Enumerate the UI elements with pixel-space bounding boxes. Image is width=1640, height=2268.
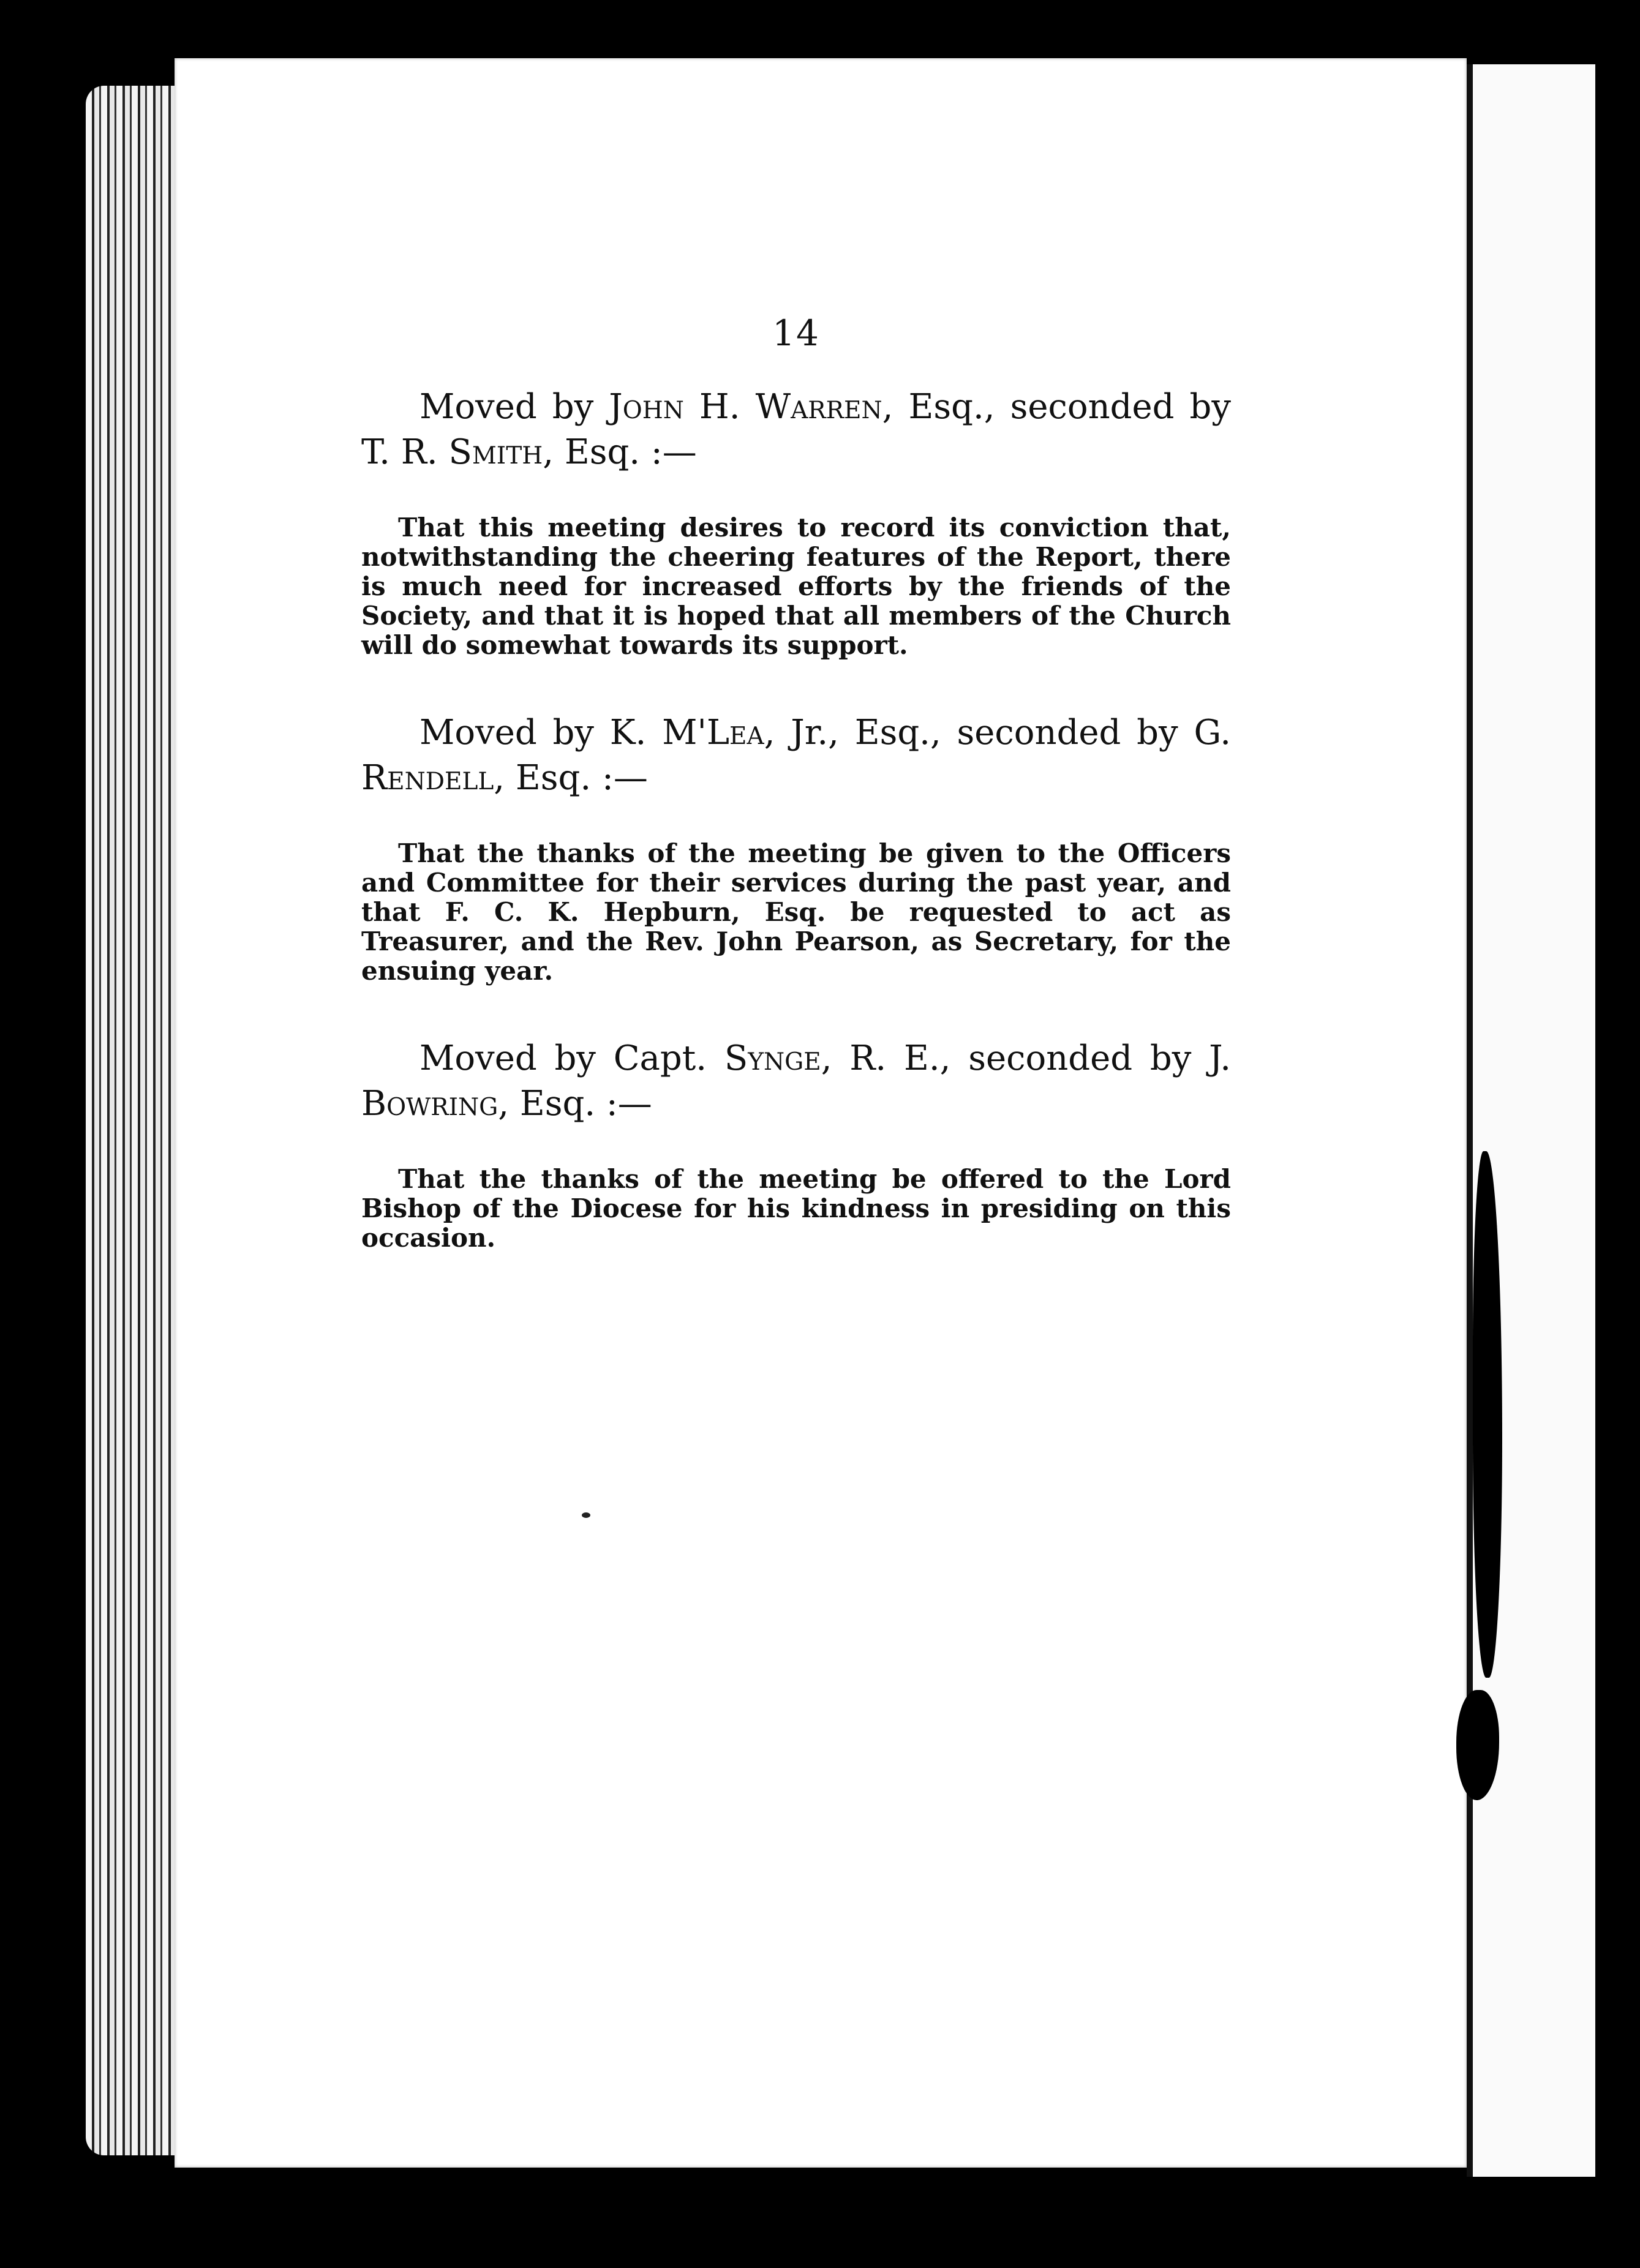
motion-heading-1 xyxy=(361,385,1231,475)
mover-prefix: Moved by Capt. xyxy=(419,1038,724,1078)
motion-heading-3 xyxy=(361,1036,1231,1127)
seconder-name: Bowring xyxy=(361,1084,498,1124)
mover-prefix: Moved by xyxy=(419,713,610,753)
mover-name: John H. Warren xyxy=(609,387,882,427)
mover-name: K. M'Lea xyxy=(609,713,764,753)
facing-page-edge xyxy=(1467,64,1595,2177)
seconder-suffix: , Esq. :— xyxy=(494,758,648,798)
mover-suffix: , R. E., seconded by J. xyxy=(821,1038,1232,1078)
mover-suffix: , Esq., seconded by xyxy=(882,387,1232,427)
page-content xyxy=(361,306,1231,1303)
seconder-name: G. Rendell xyxy=(361,713,1231,798)
resolution-2: That the thanks of the meeting be given to the Officers and Committee for their services during the past year, and that F. C. K. Hepburn, Esq. be requested to act as Treasurer, and the Rev. John Pearson, as Secretary, for the ensuing year. xyxy=(361,838,1231,986)
left-page-edges xyxy=(86,86,178,2155)
motion-heading-2 xyxy=(361,710,1231,801)
mover-name: Synge xyxy=(724,1038,821,1078)
seconder-suffix: , Esq. :— xyxy=(498,1084,652,1124)
mover-prefix: Moved by xyxy=(419,387,609,427)
seconder-name: T. R. Smith xyxy=(361,432,543,472)
resolution-3: That the thanks of the meeting be offered to the Lord Bishop of the Diocese for his kindness in presiding on this occasion. xyxy=(361,1164,1231,1253)
seconder-suffix: , Esq. :— xyxy=(543,432,697,472)
resolution-1: That this meeting desires to record its conviction that, notwithstanding the cheering features of the Report, there is much need for increased efforts by the friends of the Society, and that it is hoped that all members of the Church will do somewhat towards its support. xyxy=(361,513,1231,660)
page-number: 14 xyxy=(772,312,820,354)
ink-speck xyxy=(582,1512,590,1518)
mover-suffix: , Jr., Esq., seconded by xyxy=(764,713,1194,753)
